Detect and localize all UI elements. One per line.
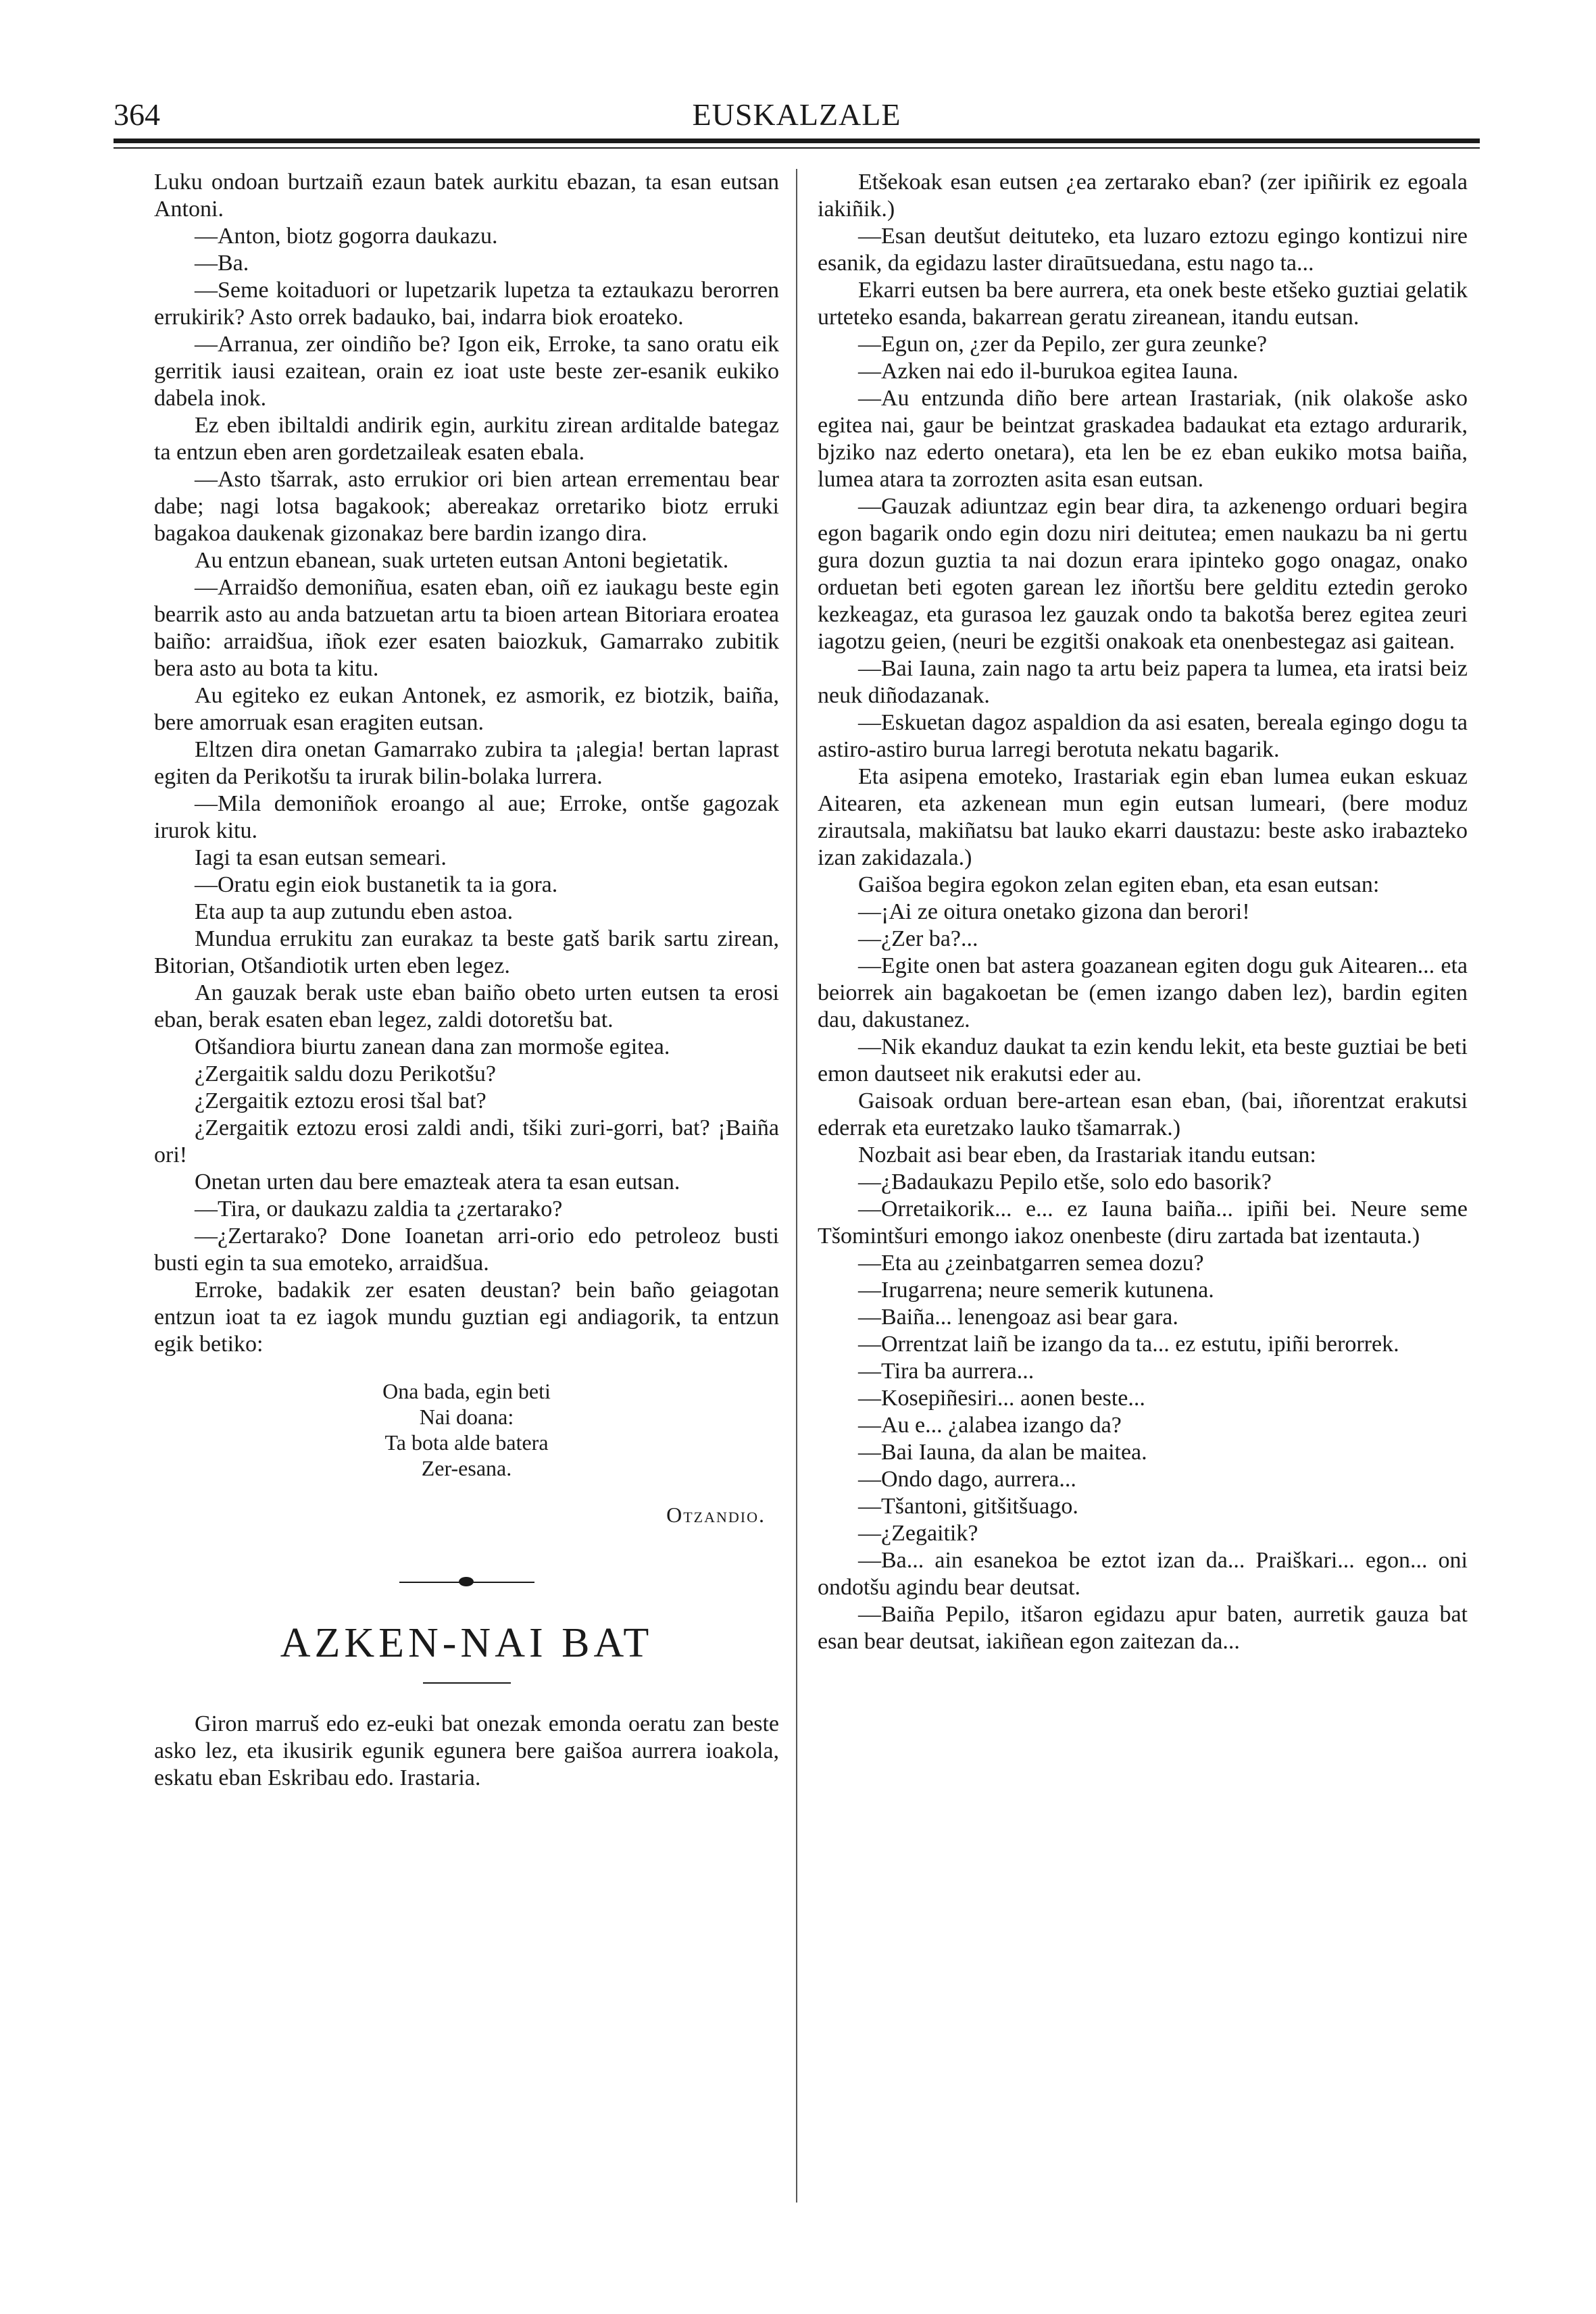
paragraph: —Eskuetan dagoz aspaldion da asi esaten, bereala egingo dogu ta astiro-astiro burua larregi berotuta nekatu bagarik. [818, 710, 1468, 762]
paragraph: —¿Badaukazu Pepilo etše, solo edo basorik? [858, 1169, 1272, 1194]
header-rule-thin [114, 147, 1480, 149]
paragraph: —Tšantoni, gitšitšuago. [858, 1494, 1078, 1519]
paragraph: Au egiteko ez eukan Antonek, ez asmorik, ez biotzik, baiña, bere amorruak esan eragiten eutsan. [154, 683, 779, 735]
running-title: EUSKALZALE [692, 97, 901, 132]
paragraph: —Ba. [195, 251, 249, 276]
paragraph: —Gauzak adiuntzaz egin bear dira, ta azkenengo orduari begira egon bagarik ondo egin dozu niri deitutea; emen naukazu ba ni gertu gura dozun guztia ta nai dozun erara ipinteko gogo onagaz, onako orduetan beti egoten garean lez iñortšu bere gelditu eztedin geroko kezkeagaz, eta gurasoa lez gauzak ondo ta bakotša berez egitea zeuri iagotzu geien, (neuri be ezgitši onakoak eta onenbestegaz asi gaitean. [818, 494, 1468, 654]
paragraph: —Egun on, ¿zer da Pepilo, zer gura zeunke? [858, 332, 1268, 357]
paragraph: Nozbait asi bear eben, da Irastariak itandu eutsan: [858, 1142, 1316, 1167]
verse-line: Nai doana: [419, 1405, 514, 1429]
header-rule [114, 139, 1480, 143]
page-number: 364 [114, 97, 160, 132]
paragraph: —Bai Iauna, da alan be maitea. [858, 1440, 1147, 1465]
paragraph: —Baiña Pepilo, itšaron egidazu apur baten, aurretik gauza bat esan bear deutsat, iakiñean egon zaitezan da... [818, 1602, 1468, 1654]
paragraph: —¿Zertarako? Done Ioanetan arri-orio edo petroleoz busti busti egin ta sua emoteko, arraidšua. [154, 1224, 779, 1276]
paragraph: —Seme koitaduori or lupetzarik lupetza ta eztaukazu berorren errukirik? Asto orrek badauko, bai, indarra biok eroateko. [154, 278, 779, 330]
paragraph: —Nik ekanduz daukat ta ezin kendu lekit, eta beste guztiai be beti emon dautseet nik erakutsi eder au. [818, 1034, 1468, 1086]
paragraph: —Tira ba aurrera... [858, 1359, 1034, 1384]
paragraph: —Baiña... lenengoaz asi bear gara. [858, 1305, 1178, 1330]
paragraph: —Tira, or daukazu zaldia ta ¿zertarako? [195, 1197, 563, 1222]
paragraph: Ez eben ibiltaldi andirik egin, aurkitu zirean arditalde bategaz ta entzun eben aren gordetzaileak esaten ebala. [154, 413, 779, 465]
paragraph: Au entzun ebanean, suak urteten eutsan Antoni begietatik. [195, 548, 729, 573]
section-title: AZKEN-NAI BAT [280, 1620, 653, 1666]
divider-ornament [399, 1576, 534, 1589]
paragraph: —Anton, biotz gogorra daukazu. [195, 224, 498, 249]
paragraph: —Mila demoniñok eroango al aue; Erroke, ontše gagozak irurok kitu. [154, 791, 779, 843]
paragraph: ¿Zergaitik saldu dozu Perikotšu? [195, 1061, 496, 1086]
paragraph: Erroke, badakik zer esaten deustan? bein baño geiagotan entzun ioat ta ez iagok mundu guztian egi andiagorik, ta entzun egik betiko: [154, 1278, 779, 1357]
paragraph: Ekarri eutsen ba bere aurrera, eta onek beste etšeko guztiai gelatik urteteko esanda, bakarrean geratu zireanean, itandu eutsan. [818, 278, 1468, 330]
paragraph: —Asto tšarrak, asto errukior ori bien artean errementau bear dabe; nagi lotsa bagakook; abereakaz orretariko biotz erruki bagakoa daukenak gizonakaz bere bardin izango dira. [154, 467, 779, 546]
paragraph: —Au entzunda diño bere artean Irastariak, (nik olakoše asko egitea nai, gaur be beintzat graskadea badaukat eta eztago ardurarik, bjziko naz ederto onetara), eta len be ez eban eukiko motsa baiña, lumea atara ta zorrozten asita esan eutsan. [818, 386, 1468, 492]
paragraph: Luku ondoan burtzaiñ ezaun batek aurkitu ebazan, ta esan eutsan Antoni. [154, 170, 779, 222]
paragraph: —Egite onen bat astera goazanean egiten dogu guk Aitearen... eta beiorrek ain bagakoetan be (emen izango daben lez), bardin egiten dau, dakustanez. [818, 953, 1468, 1032]
paragraph: —Ba... ain esanekoa be eztot izan da... Praiškari... egon... oni ondotšu agindu bear deutsat. [818, 1548, 1468, 1600]
paragraph: —Arranua, zer oindiño be? Igon eik, Erroke, ta sano oratu eik gerritik iausi ezaitean, orain ez ioat uste beste zer-esanik eukiko dabela inok. [154, 332, 779, 411]
paragraph: Eltzen dira onetan Gamarrako zubira ta ¡alegia! bertan laprast egiten da Perikotšu ta irurak bilin-bolaka lurrera. [154, 737, 779, 789]
paragraph: Otšandiora biurtu zanean dana zan mormoše egitea. [195, 1034, 670, 1059]
intro-paragraph: Giron marruš edo ez-euki bat onezak emonda oeratu zan beste asko lez, eta ikusirik egunik egunera bere gaišoa aurrera ioakola, eskatu eban Eskribau edo. Irastaria. [154, 1711, 779, 1790]
author-signature: Otzandio. [666, 1503, 766, 1527]
paragraph: An gauzak berak uste eban baiño obeto urten eutsen ta erosi eban, berak esaten eban legez, zaldi dotoretšu bat. [154, 980, 779, 1032]
paragraph: Gaišoa begira egokon zelan egiten eban, eta esan eutsan: [858, 872, 1380, 897]
paragraph: —Bai Iauna, zain nago ta artu beiz papera ta lumea, eta iratsi beiz neuk diñodazanak. [818, 656, 1468, 708]
verse [154, 1378, 779, 1481]
paragraph: Gaisoak orduan bere-artean esan eban, (bai, iñorentzat erakutsi ederrak eta euretzako lauko tšamarrak.) [818, 1088, 1468, 1140]
paragraph: ¿Zergaitik eztozu erosi zaldi andi, tšiki zuri-gorri, bat? ¡Baiña ori! [154, 1115, 779, 1167]
paragraph: —Eta au ¿zeinbatgarren semea dozu? [858, 1251, 1204, 1276]
paragraph: —Ondo dago, aurrera... [858, 1467, 1076, 1492]
paragraph: Eta aup ta aup zutundu eben astoa. [195, 899, 514, 924]
ornament-dot-icon [459, 1577, 474, 1586]
paragraph: Iagi ta esan eutsan semeari. [195, 845, 447, 870]
paragraph: Mundua errukitu zan eurakaz ta beste gatš barik sartu zirean, Bitorian, Otšandiotik urten eben legez. [154, 926, 779, 978]
paragraph: —¡Ai ze oitura onetako gizona dan berori! [858, 899, 1250, 924]
paragraph: —¿Zer ba?... [858, 926, 978, 951]
title-rule [423, 1682, 511, 1684]
paragraph: —Oratu egin eiok bustanetik ta ia gora. [195, 872, 558, 897]
paragraph: —Au e... ¿alabea izango da? [858, 1413, 1122, 1438]
paragraph: —Irugarrena; neure semerik kutunena. [858, 1278, 1214, 1303]
paragraph: —Kosepiñesiri... aonen beste... [858, 1386, 1145, 1411]
paragraph: —Orrentzat laiñ be izango da ta... ez estutu, ipiñi berorrek. [858, 1332, 1399, 1357]
verse-line: Ta bota alde batera [384, 1430, 549, 1455]
paragraph: —Arraidšo demoniñua, esaten eban, oiñ ez iaukagu beste egin bearrik asto au anda batzuetan artu ta bioen artean Bitoriara eroatea baiño: arraidšua, iñok ezer esaten baiozkuk, Gamarrako zubitik bera asto au bota ta kitu. [154, 575, 779, 681]
paragraph: Eta asipena emoteko, Irastariak egin eban lumea eukan eskuaz Aitearen, eta azkenean mun egin eutsan lumeari, (bere moduz zirautsala, makiñatsu bat lauko ekarri daustazu: beste asko irabazteko izan zakidazala.) [818, 764, 1468, 870]
column-divider [796, 169, 797, 2203]
paragraph: —Esan deutšut deituteko, eta luzaro eztozu egingo kontizui nire esanik, da egidazu laster diraūtsuedana, estu nago ta... [818, 224, 1468, 276]
right-column [818, 169, 1468, 1655]
paragraph: —¿Zegaitik? [858, 1521, 978, 1546]
page-header [114, 95, 1480, 135]
verse-line: Zer-esana. [421, 1456, 512, 1480]
left-column [154, 169, 779, 1792]
paragraph: Etšekoak esan eutsen ¿ea zertarako eban? (zer ipiñirik ez egoala iakiñik.) [818, 170, 1468, 222]
verse-line: Ona bada, egin beti [382, 1379, 551, 1403]
paragraph: —Orretaikorik... e... ez Iauna baiña... ipiñi bei. Neure seme Tšomintšuri emongo iakoz onenbeste (diru zartada bat izentauta.) [818, 1197, 1468, 1249]
paragraph: ¿Zergaitik eztozu erosi tšal bat? [195, 1088, 487, 1113]
paragraph: Onetan urten dau bere emazteak atera ta esan eutsan. [195, 1169, 680, 1194]
paragraph: —Azken nai edo il-burukoa egitea Iauna. [858, 359, 1239, 384]
